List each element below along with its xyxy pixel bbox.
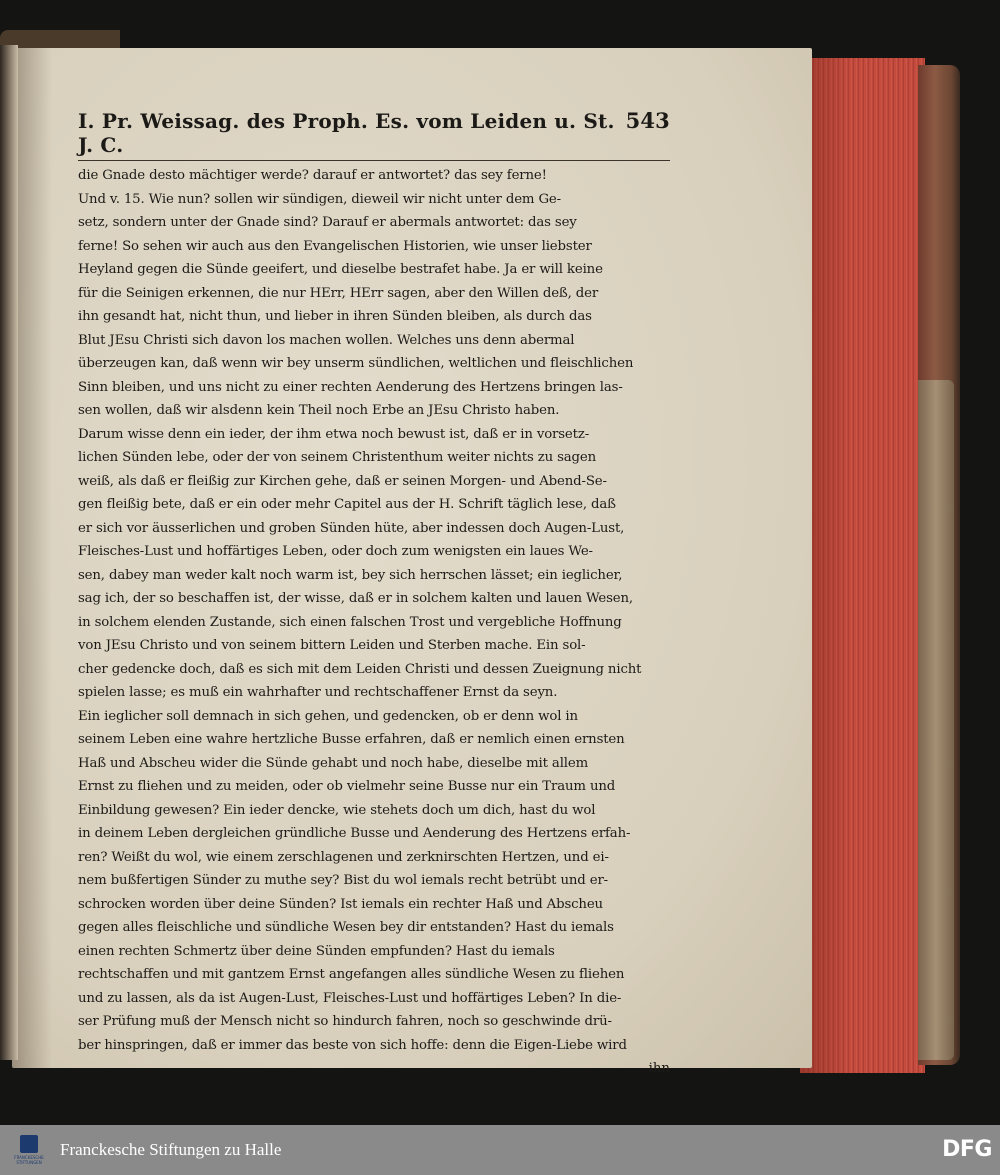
- text-body: [78, 164, 670, 1057]
- text-line: lichen Sünden lebe, oder der von seinem Christenthum weiter nichts zu sagen: [78, 450, 597, 465]
- text-line: von JEsu Christo und von seinem bittern Leiden und Sterben mache. Ein sol-: [78, 638, 586, 653]
- text-line: nem bußfertigen Sünder zu muthe sey? Bist du wol iemals recht betrübt und er-: [78, 873, 608, 888]
- text-line: Einbildung gewesen? Ein ieder dencke, wie stehets doch um dich, hast du wol: [78, 802, 596, 818]
- text-line: gen fleißig bete, daß er ein oder mehr Capitel aus der H. Schrift täglich lese, daß: [78, 497, 616, 512]
- logo-mark-icon: [20, 1135, 38, 1153]
- text-line: rechtschaffen und mit gantzem Ernst angefangen alles sündliche Wesen zu fliehen: [78, 967, 625, 982]
- text-line: sag ich, der so beschaffen ist, der wisse, daß er in solchem kalten und lauen Wesen,: [78, 591, 633, 606]
- running-head: I. Pr. Weissag. des Proph. Es. vom Leiden u. St. J. C.: [78, 109, 615, 157]
- text-line: Blut JEsu Christi sich davon los machen wollen. Welches uns denn abermal: [78, 332, 575, 348]
- text-line: in deinem Leben dergleichen gründliche Busse und Aenderung des Hertzens erfah-: [78, 826, 631, 841]
- running-head-line: [78, 108, 670, 161]
- page-text: [78, 108, 670, 1081]
- text-line: Fleisches-Lust und hoffärtiges Leben, oder doch zum wenigsten ein laues We-: [78, 544, 593, 559]
- text-line: Ein ieglicher soll demnach in sich gehen, und gedencken, ob er denn wol in: [78, 708, 578, 724]
- text-line: schrocken worden über deine Sünden? Ist iemals ein rechter Haß und Abscheu: [78, 896, 603, 912]
- text-line: für die Seinigen erkennen, die nur HErr, HErr sagen, aber den Willen deß, der: [78, 285, 599, 301]
- text-line: sen wollen, daß wir alsdenn kein Theil noch Erbe an JEsu Christo haben.: [78, 403, 560, 418]
- text-line: Ernst zu fliehen und zu meiden, oder ob vielmehr seine Busse nur ein Traum und: [78, 779, 616, 794]
- text-line: die Gnade desto mächtiger werde? darauf er antwortet? das sey ferne!: [78, 168, 547, 183]
- text-line: Heyland gegen die Sünde geeifert, und dieselbe bestrafet habe. Ja er will keine: [78, 262, 603, 277]
- text-line: und zu lassen, als da ist Augen-Lust, Fleisches-Lust und hoffärtiges Leben? In die-: [78, 990, 622, 1006]
- text-line: weiß, als daß er fleißig zur Kirchen gehe, daß er seinen Morgen- und Abend-Se-: [78, 473, 607, 489]
- text-line: er sich vor äusserlichen und groben Sünden hüte, aber indessen doch Augen-Lust,: [78, 520, 625, 536]
- text-line: setz, sondern unter der Gnade sind? Darauf er abermals antwortet: das sey: [78, 215, 577, 230]
- catchword: ihn: [648, 1061, 670, 1076]
- text-line: ferne! So sehen wir auch aus den Evangelischen Historien, wie unser liebster: [78, 238, 592, 254]
- book-cover-right-lower: [918, 380, 954, 1060]
- text-line: gegen alles fleischliche und sündliche Wesen bey dir entstanden? Hast du iemals: [78, 920, 614, 935]
- text-line: cher gedencke doch, daß es sich mit dem Leiden Christi und dessen Zueignung nicht: [78, 661, 642, 677]
- page-gutter-shadow: [12, 48, 52, 1068]
- institution-name[interactable]: Franckesche Stiftungen zu Halle: [60, 1140, 282, 1159]
- institution-logo[interactable]: [12, 1130, 46, 1170]
- text-line: Und v. 15. Wie nun? sollen wir sündigen, dieweil wir nicht unter dem Ge-: [78, 191, 561, 207]
- footer-bar: [0, 1125, 1000, 1175]
- text-line: ren? Weißt du wol, wie einem zerschlagenen und zerknirschten Hertzen, und ei-: [78, 849, 609, 865]
- text-line: Sinn bleiben, und uns nicht zu einer rechten Aenderung des Hertzens bringen las-: [78, 379, 623, 395]
- text-line: seinem Leben eine wahre hertzliche Busse erfahren, daß er nemlich einen ernsten: [78, 732, 625, 747]
- text-line: ihn gesandt hat, nicht thun, und lieber in ihren Sünden bleiben, als durch das: [78, 309, 592, 324]
- text-line: einen rechten Schmertz über deine Sünden empfunden? Hast du iemals: [78, 943, 555, 959]
- text-line: überzeugen kan, daß wenn wir bey unserm sündlichen, weltlichen und fleischlichen: [78, 356, 634, 371]
- dfg-logo[interactable]: DFG: [942, 1137, 992, 1162]
- text-line: ser Prüfung muß der Mensch nicht so hindurch fahren, noch so geschwinde drü-: [78, 1014, 612, 1029]
- book-left-edge: [0, 45, 18, 1060]
- text-line: ber hinspringen, daß er immer das beste von sich hoffe: denn die Eigen-Liebe wird: [78, 1037, 627, 1053]
- text-line: sen, dabey man weder kalt noch warm ist, bey sich herrschen lässet; ein ieglicher,: [78, 567, 623, 583]
- text-line: in solchem elenden Zustande, sich einen falschen Trost und vergebliche Hoffnung: [78, 614, 622, 630]
- page-number: 543: [625, 108, 670, 133]
- text-line: Haß und Abscheu wider die Sünde gehabt und noch habe, dieselbe mit allem: [78, 755, 589, 771]
- logo-text: FRANCKESCHE STIFTUNGEN: [14, 1155, 44, 1165]
- text-line: spielen lasse; es muß ein wahrhafter und rechtschaffener Ernst da seyn.: [78, 685, 558, 700]
- text-line: Darum wisse denn ein ieder, der ihm etwa noch bewust ist, daß er in vorsetz-: [78, 426, 590, 442]
